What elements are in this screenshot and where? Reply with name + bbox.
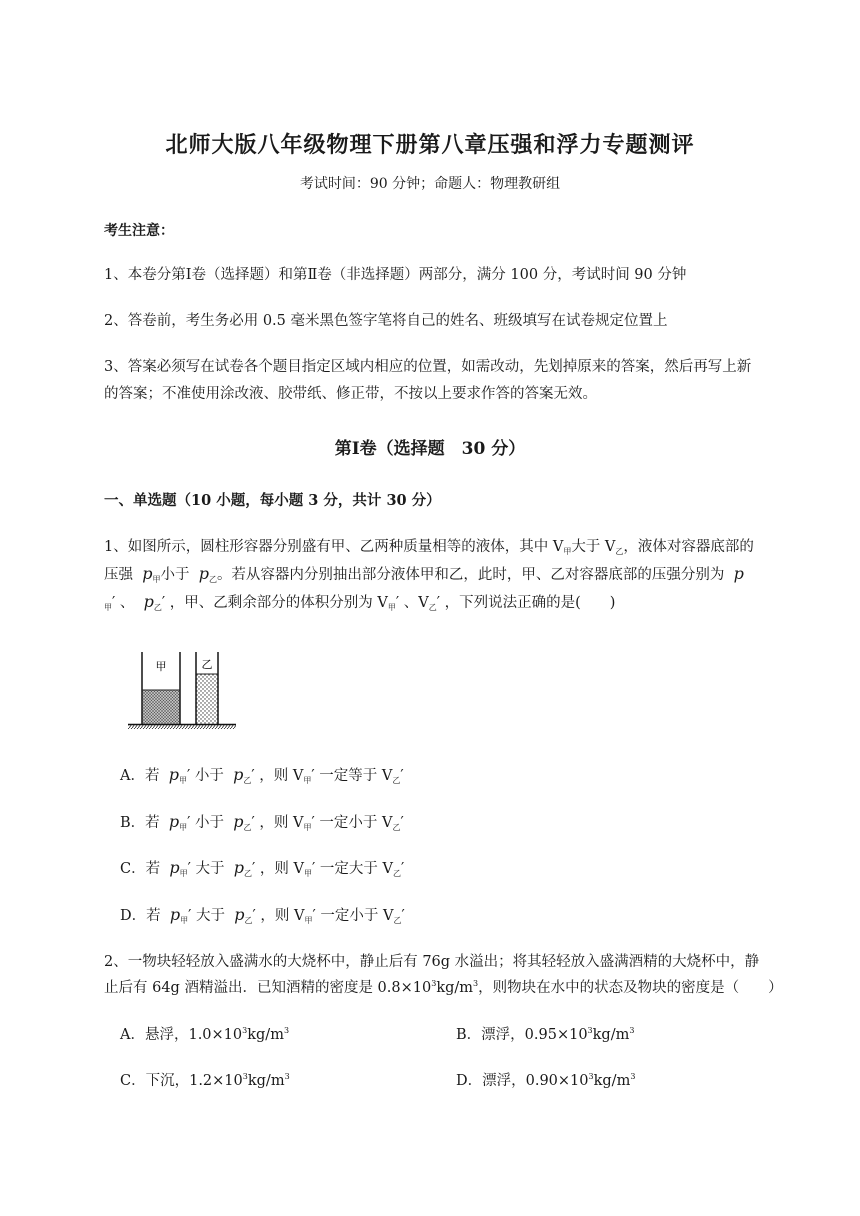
q2-line-1: 2、一物块轻轻放入盛满水的大烧杯中，静止后有 76g 水溢出；将其轻轻放入盛满酒精的大烧杯中，静 [104, 954, 760, 970]
page-title: 北师大版八年级物理下册第八章压强和浮力专题测评 [165, 132, 695, 158]
liquid-yi [196, 674, 218, 724]
q1-line-1: 1、如图所示，圆柱形容器分别盛有甲、乙两种质量相等的液体，其中 $V_甲$大于 $V_乙$，液体对容器底部的 [104, 539, 754, 556]
q2-option-c[interactable]: C．下沉，$1.2\times 10^3kg/m^3$ [120, 1072, 290, 1089]
fig-label-jia: 甲 [155, 660, 167, 673]
notice-item-3-cont: 的答案；不准使用涂改液、胶带纸、修正带，不按以上要求作答的答案无效。 [104, 386, 597, 402]
notice-item-2: 2、答卷前，考生务必用 0.5 毫米黑色签字笔将自己的姓名、班级填写在试卷规定位置上 [104, 313, 668, 329]
notice-heading: 考生注意： [104, 223, 174, 239]
q2-line-2: 止后有 64g 酒精溢出．已知酒精的密度是 $0.8\times 10^3kg/m^3$，则物块在水中的状态及物块的密度是（ ） [104, 979, 783, 996]
q1-option-b[interactable]: B．若 $p_甲'$ 小于 $p_乙'$ ，则 $V_甲'$ 一定小于 $V_乙'$ [120, 812, 404, 832]
q1-option-c[interactable]: C．若 $p_甲'$ 大于 $p_乙'$ ，则 $V_甲'$ 一定大于 $V_乙'$ [120, 858, 405, 878]
q2-option-a[interactable]: A．悬浮，$1.0\times 10^3kg/m^3$ [120, 1026, 290, 1043]
container-jia [142, 652, 180, 724]
q1-line-3: $_甲$′ 、 $p_乙'$ ，甲、乙剩余部分的体积分别为 $V_甲'$ 、$V_乙'$ ，下列说法正确的是( ) [104, 592, 616, 612]
exam-info: 考试时间：90 分钟；命题人：物理教研组 [299, 176, 561, 192]
notice-item-1: 1、本卷分第Ⅰ卷（选择题）和第Ⅱ卷（非选择题）两部分，满分 100 分，考试时间 90 分钟 [104, 267, 687, 283]
part-heading: 一、单选题（10 小题，每小题 3 分，共计 30 分） [104, 492, 441, 509]
notice-item-3: 3、答案必须写在试卷各个题目指定区域内相应的位置，如需改动，先划掉原来的答案，然后再写上新 [104, 359, 752, 375]
fig-label-yi: 乙 [201, 658, 213, 671]
ground-hatch [128, 725, 236, 729]
containers-figure [126, 648, 238, 730]
container-yi [196, 652, 218, 724]
q1-line-2: 压强 $p_甲$小于 $p_乙$。若从容器内分别抽出部分液体甲和乙，此时，甲、乙对容器底部的压强分别为 p [104, 564, 744, 584]
q2-option-d[interactable]: D．漂浮，$0.90\times 10^3kg/m^3$ [456, 1072, 636, 1089]
q2-option-b[interactable]: B．漂浮，$0.95\times 10^3kg/m^3$ [456, 1026, 635, 1043]
q1-option-d[interactable]: D．若 $p_甲'$ 大于 $p_乙'$ ，则 $V_甲'$ 一定小于 $V_乙'$ [120, 905, 405, 925]
liquid-jia [142, 690, 180, 724]
section-title: 第Ⅰ卷（选择题 30 分） [334, 439, 526, 459]
q1-option-a[interactable]: A．若 $p_甲'$ 小于 $p_乙'$ ，则 $V_甲'$ 一定等于 $V_乙'$ [120, 765, 404, 785]
